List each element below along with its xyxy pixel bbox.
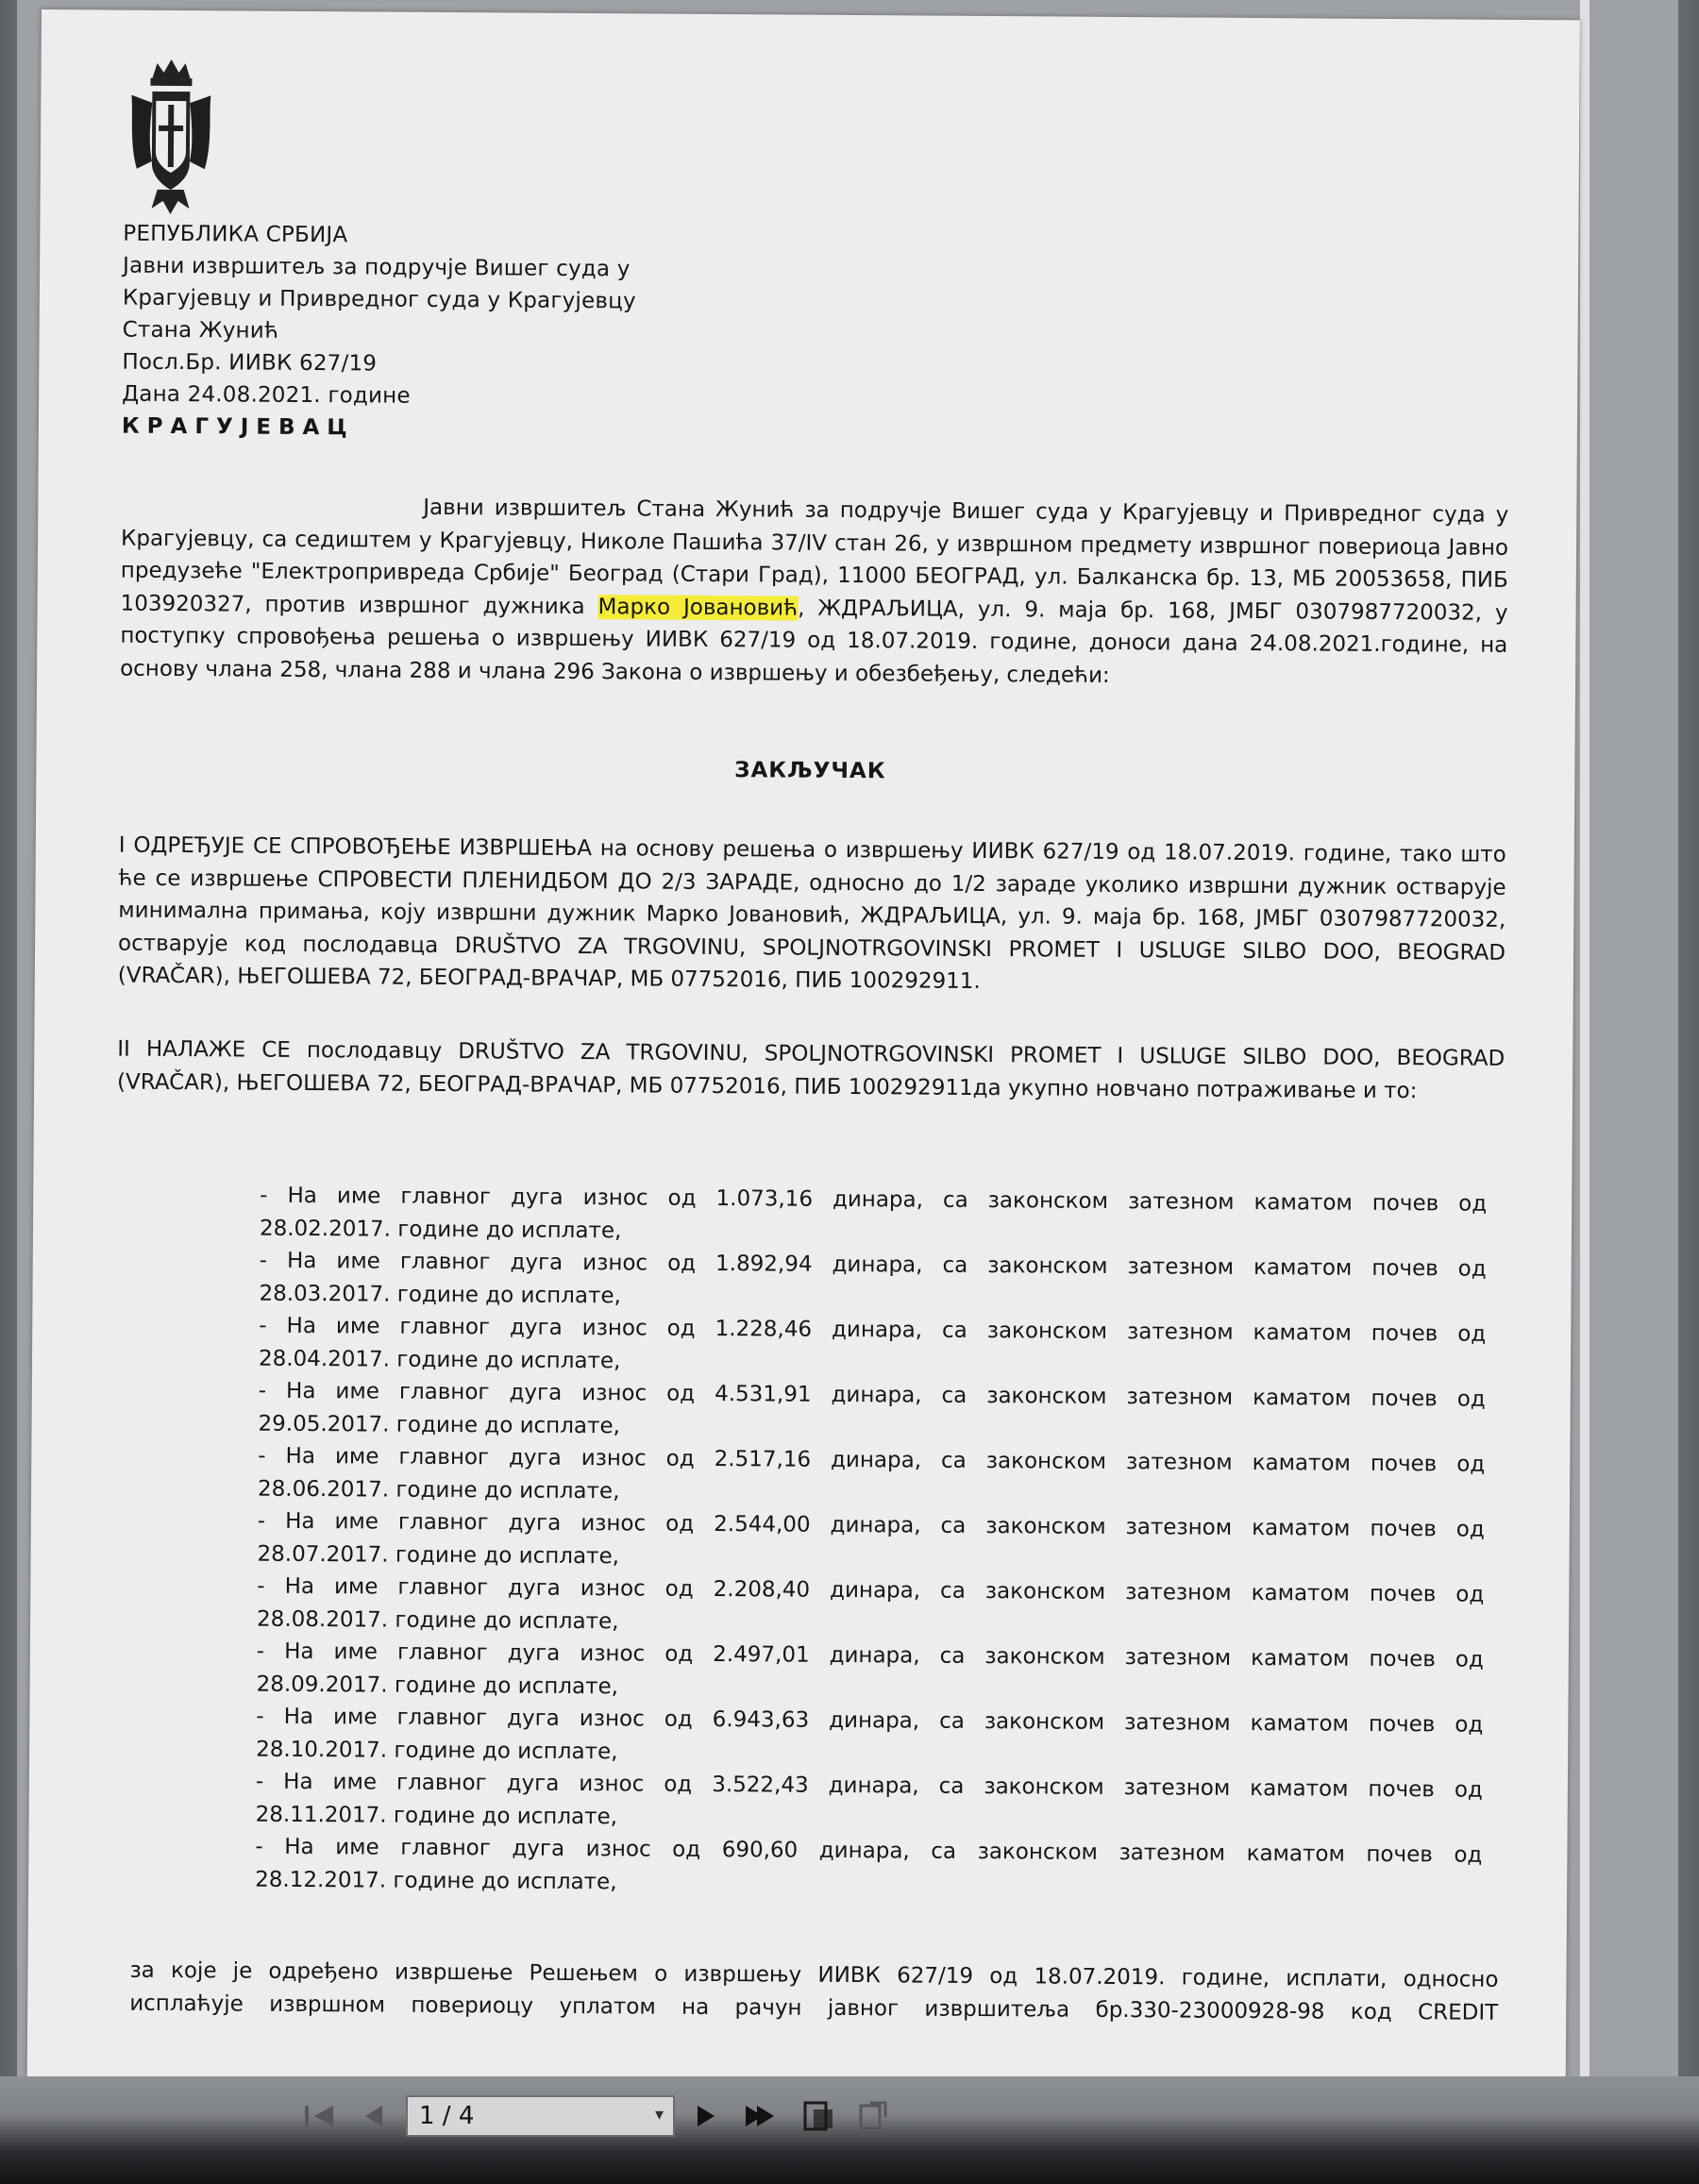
viewer-toolbar bbox=[0, 2076, 1699, 2184]
prev-page-icon bbox=[362, 2102, 386, 2130]
serbia-coat-of-arms-icon bbox=[123, 58, 218, 219]
highlighted-debtor-name: Марко Јовановић bbox=[597, 594, 799, 621]
page-number-select[interactable] bbox=[406, 2095, 675, 2137]
payment-paragraph bbox=[129, 1955, 1498, 2029]
executor-name: Стана Жунић bbox=[122, 317, 279, 344]
list-item: - На име главног дуга износ од 2.544,00 динара, са законском затезном каматом почев од 28.07.2017. године до исплате, bbox=[257, 1508, 1485, 1569]
rotate-button[interactable] bbox=[855, 2097, 893, 2135]
intro-text-1: Јавни извршитељ Стана Жунић за подручје Вишег суда у Крагујевцу и Привредног суда у Крагујевцу, са седиштем у Крагујевцу, Николе Пашића 37/IV стан 26, у извршном предмету извршног повериоца Јавно предузеће "Електропривреда Србије" Београд (Стари Град), 11000 БЕОГРАД, ул. Балканска бр. 13, МБ 20053658, ПИБ 103920327, против извршног дужника bbox=[120, 495, 1509, 619]
first-page-icon bbox=[303, 2102, 335, 2130]
rotate-icon bbox=[857, 2100, 891, 2132]
list-item: - На име главног дуга износ од 2.497,01 динара, са законском затезном каматом почев од 28.09.2017. године до исплате, bbox=[256, 1638, 1484, 1699]
document-header bbox=[122, 218, 879, 448]
list-item: - На име главног дуга износ од 1.892,94 динара, са законском затезном каматом почев од 28.03.2017. године до исплате, bbox=[259, 1248, 1487, 1308]
first-page-button[interactable] bbox=[300, 2097, 338, 2135]
list-item: - На име главног дуга износ од 690,60 динара, са законском затезном каматом почев од 28.12.2017. године до исплате, bbox=[255, 1834, 1483, 1894]
list-item: - На име главног дуга износ од 2.517,16 динара, са законском затезном каматом почев од 28.06.2017. године до исплате, bbox=[257, 1443, 1486, 1504]
document-city: КРАГУЈЕВАЦ bbox=[121, 413, 355, 441]
list-item: - На име главног дуга износ од 3.522,43 динара, са законском затезном каматом почев од 28.11.2017. године до исплате, bbox=[255, 1769, 1483, 1829]
last-page-icon bbox=[744, 2102, 778, 2130]
list-item: - На име главног дуга износ од 1.228,46 динара, са законском затезном каматом почев од 28.04.2017. године до исплате, bbox=[258, 1313, 1487, 1373]
conclusion-title: ЗАКЉУЧАК bbox=[734, 758, 886, 784]
payment-line-1: за које је одређено извршење Решењем о извршењу ИИВК 627/19 од 18.07.2019. године, исплати, односно bbox=[129, 1957, 1499, 1992]
chevron-down-icon: ▾ bbox=[654, 2105, 664, 2125]
intro-paragraph bbox=[120, 490, 1508, 695]
intro-text-2: , ЖДРАЉИЦА, ул. 9. маја бр. 168, ЈМБГ 0307987720032, у поступку спровођења решења о извршењу ИИВК 627/19 од 18.07.2019. године, доноси дана 24.08.2021.године, на основу члана 258, члана 288 и члана 296 Закона о извршењу и обезбеђењу, следећи: bbox=[120, 596, 1508, 688]
list-item: - На име главног дуга износ од 1.073,16 динара, са законском затезном каматом почев од 28.02.2017. године до исплате, bbox=[259, 1183, 1488, 1243]
case-number: Посл.Бр. ИИВК 627/19 bbox=[122, 349, 378, 377]
office-line-2: Крагујевцу и Привредног суда у Крагујевцу bbox=[122, 285, 636, 314]
office-line-1: Јавни извршитељ за подручје Вишег суда у bbox=[123, 253, 631, 282]
next-page-button[interactable] bbox=[687, 2097, 725, 2135]
page-indicator: 1 / 4 bbox=[419, 2102, 475, 2130]
payment-line-2: исплаћује извршном повериоцу уплатом на рачун јавног извршитеља бр.330-23000928-98 код CREDIT bbox=[129, 1991, 1499, 2025]
document-page bbox=[27, 9, 1580, 2096]
document-date: Дана 24.08.2021. године bbox=[122, 381, 411, 409]
list-item: - На име главног дуга износ од 4.531,91 динара, са законском затезном каматом почев од 29.05.2017. године до исплате, bbox=[258, 1378, 1486, 1438]
section-1: I ОДРЕЂУЈЕ СЕ СПРОВОЂЕЊЕ ИЗВРШЕЊА на основу решења о извршењу ИИВК 627/19 од 18.07.2019. године, тако што ће се извршење СПРОВЕСТИ ПЛЕНИДБОМ ДО 2/3 ЗАРАДЕ, односно до 1/2 зараде уколико извршни дужник остварује минимална примања, коју извршни дужник Марко Јовановић, ЖДРАЉИЦА, ул. 9. маја бр. 168, ЈМБГ 0307987720032, остварује код послодавца DRUŠTVO ZA TRGOVINU, SPOLJNOTRGOVINSKI PROMET I USLUGE SILBO DOO, BEOGRAD (VRAČAR), ЊЕГОШЕВА 72, БЕОГРАД-ВРАЧАР, МБ 07752016, ПИБ 100292911. bbox=[117, 832, 1506, 994]
fit-page-button[interactable] bbox=[800, 2097, 838, 2135]
fit-page-icon bbox=[802, 2100, 836, 2132]
section-2: II НАЛАЖЕ СЕ послодавцу DRUŠTVO ZA TRGOVINU, SPOLJNOTRGOVINSKI PROMET I USLUGE SILBO DOO, BEOGRAD (VRAČAR), ЊЕГОШЕВА 72, БЕОГРАД-ВРАЧАР, МБ 07752016, ПИБ 100292911да укупно новчано потраживање и то: bbox=[116, 1036, 1506, 1103]
list-item: - На име главног дуга износ од 6.943,63 динара, са законском затезном каматом почев од 28.10.2017. године до исплате, bbox=[256, 1704, 1484, 1764]
debt-list bbox=[255, 1180, 1487, 1905]
last-page-button[interactable] bbox=[742, 2097, 780, 2135]
list-item: - На име главног дуга износ од 2.208,40 динара, са законском затезном каматом почев од 28.08.2017. године до исплате, bbox=[257, 1573, 1485, 1634]
prev-page-button[interactable] bbox=[355, 2097, 393, 2135]
next-page-icon bbox=[694, 2102, 718, 2130]
republic-label: РЕПУБЛИКА СРБИЈА bbox=[123, 221, 348, 248]
viewer-margin bbox=[1580, 0, 1590, 2095]
